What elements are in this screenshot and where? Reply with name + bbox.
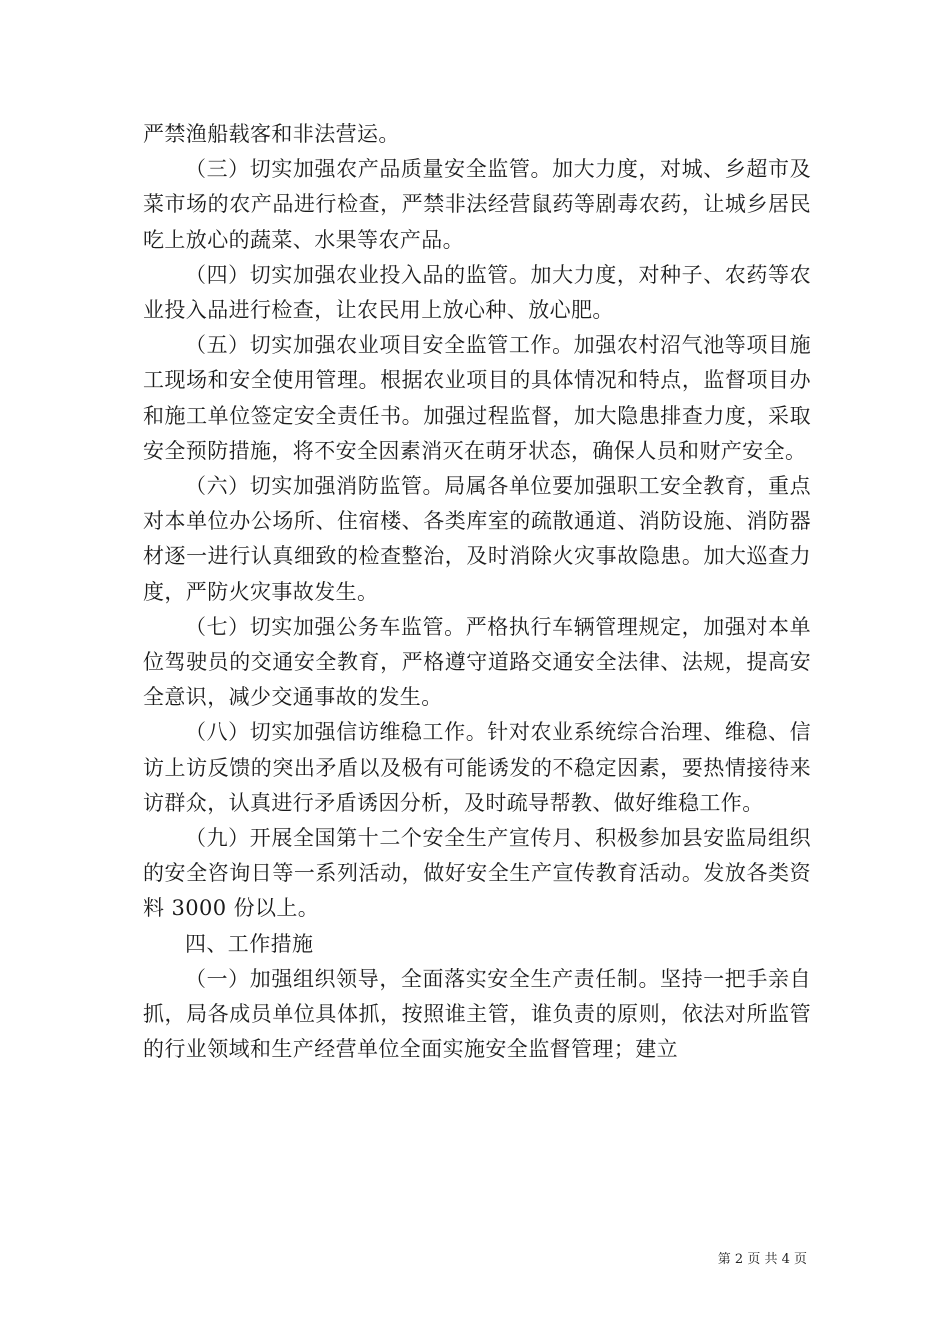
paragraph-item-8: （八）切实加强信访维稳工作。针对农业系统综合治理、维稳、信访上访反馈的突出矛盾以及极有可能诱发的不稳定因素，要热情接待来访群众，认真进行矛盾诱因分析，及时疏导帮教、做好维稳工作。 xyxy=(143,720,811,815)
section-heading-measures: 四、工作措施 xyxy=(185,931,314,956)
paragraph-item-3: （三）切实加强农产品质量安全监管。加大力度，对城、乡超市及菜市场的农产品进行检查，严禁非法经营鼠药等剧毒农药，让城乡居民吃上放心的蔬菜、水果等农产品。 xyxy=(143,157,811,252)
paragraph-item-6: （六）切实加强消防监管。局属各单位要加强职工安全教育，重点对本单位办公场所、住宿楼、各类库室的疏散通道、消防设施、消防器材逐一进行认真细致的检查整治，及时消除火灾事故隐患。加大巡查力度，严防火灾事故发生。 xyxy=(143,474,811,604)
paragraph-measure-1: （一）加强组织领导，全面落实安全生产责任制。坚持一把手亲自抓，局各成员单位具体抓，按照谁主管，谁负责的原则，依法对所监管的行业领域和生产经营单位全面实施安全监督管理；建立 xyxy=(143,966,811,1062)
document-body xyxy=(143,117,811,1067)
paragraph-item-9: （九）开展全国第十二个安全生产宣传月、积极参加县安监局组织的安全咨询日等一系列活动，做好安全生产宣传教育活动。发放各类资料 3000 份以上。 xyxy=(143,826,811,921)
paragraph-item-5: （五）切实加强农业项目安全监管工作。加强农村沼气池等项目施工现场和安全使用管理。根据农业项目的具体情况和特点，监督项目办和施工单位签定安全责任书。加强过程监督，加大隐患排查力度，采取安全预防措施，将不安全因素消灭在萌牙状态，确保人员和财产安全。 xyxy=(143,333,811,463)
paragraph-item-7: （七）切实加强公务车监管。严格执行车辆管理规定，加强对本单位驾驶员的交通安全教育，严格遵守道路交通安全法律、法规，提高安全意识，减少交通事故的发生。 xyxy=(143,614,811,710)
paragraph-continuation: 严禁渔船载客和非法营运。 xyxy=(143,122,400,146)
page-number-footer: 第 2 页 共 4 页 xyxy=(717,1252,807,1267)
paragraph-item-4: （四）切实加强农业投入品的监管。加大力度，对种子、农药等农业投入品进行检查，让农民用上放心种、放心肥。 xyxy=(143,262,811,323)
